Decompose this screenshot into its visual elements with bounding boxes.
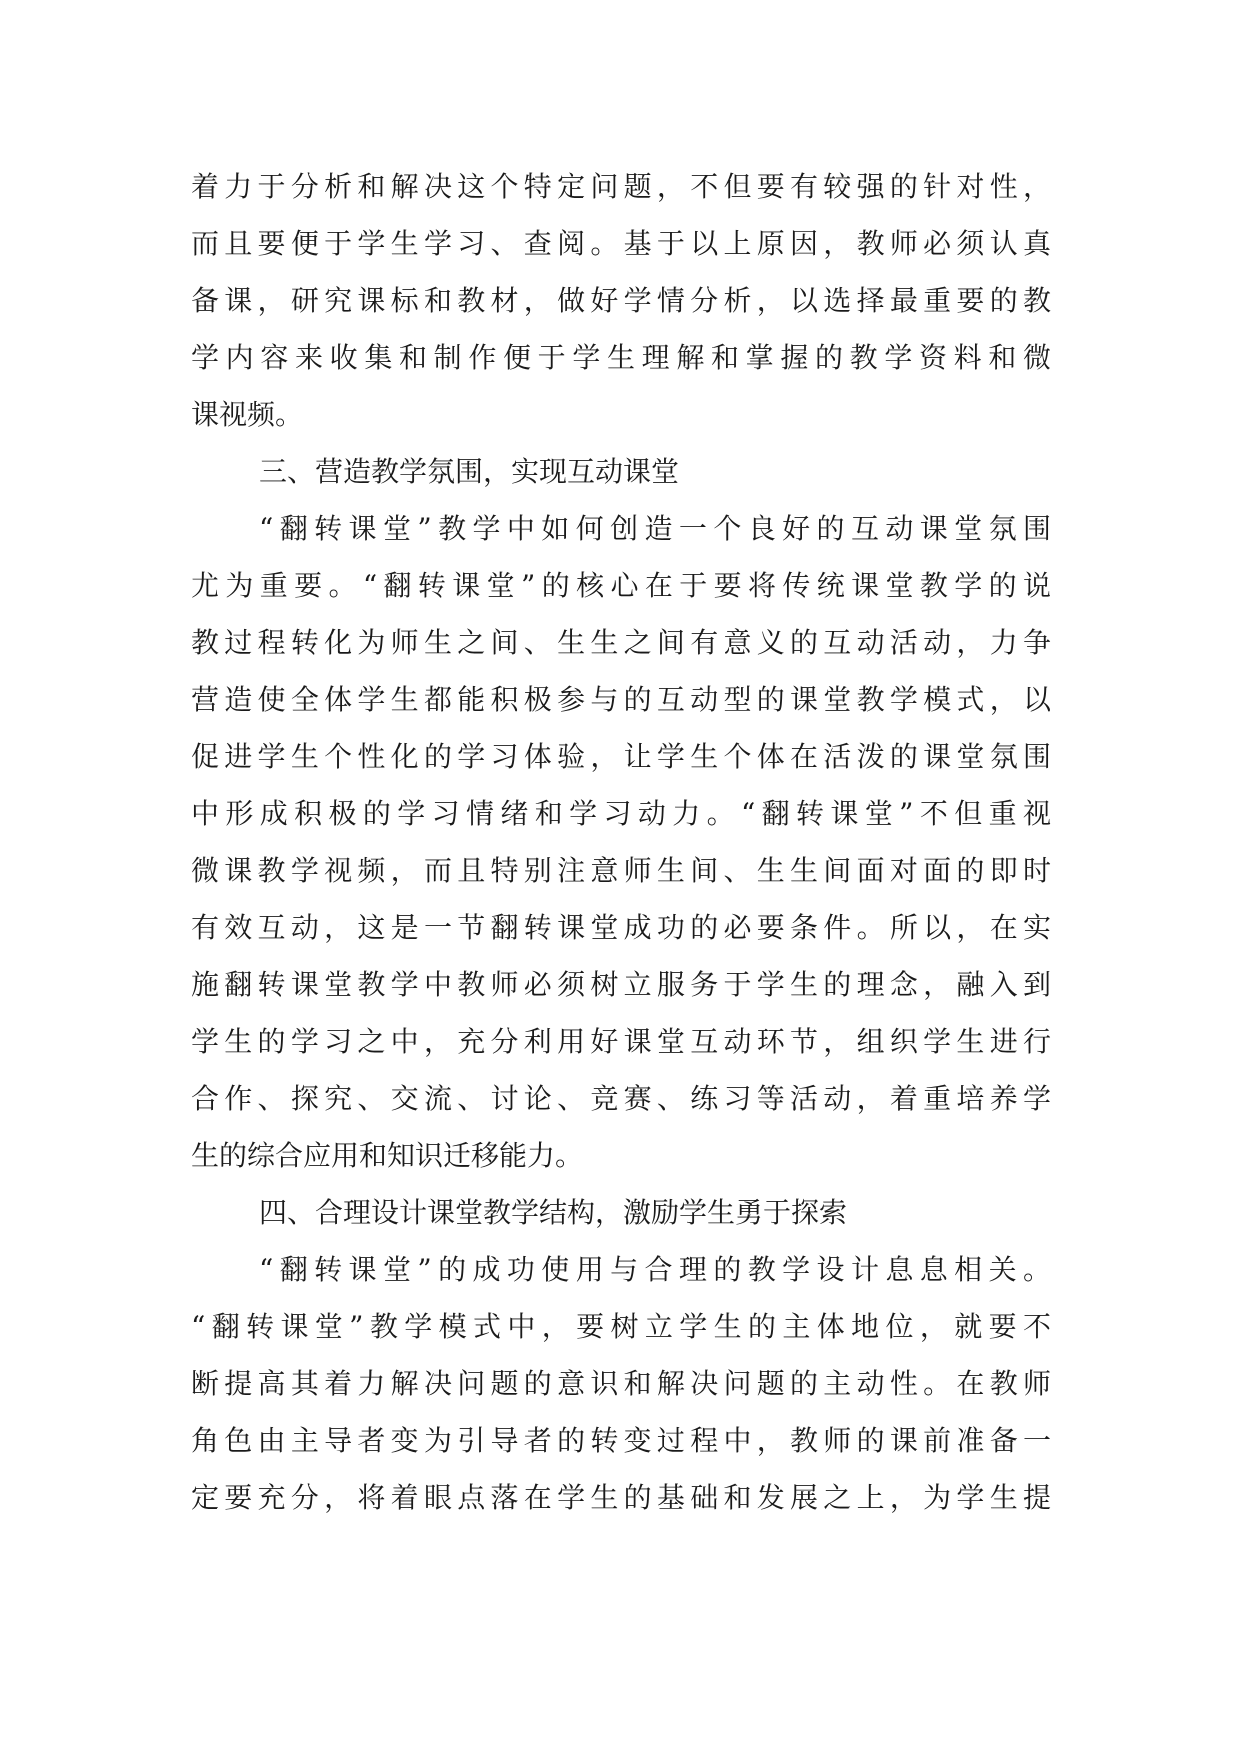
text-line: “翻转课堂”教学中如何创造一个良好的互动课堂氛围 — [259, 512, 1051, 545]
text-line: 有效互动，这是一节翻转课堂成功的必要条件。所以，在实 — [191, 911, 1051, 944]
text-line: 而且要便于学生学习、查阅。基于以上原因，教师必须认真 — [191, 227, 1051, 260]
text-line: 合作、探究、交流、讨论、竞赛、练习等活动，着重培养学 — [191, 1082, 1051, 1115]
text-line: 定要充分，将着眼点落在学生的基础和发展之上，为学生提 — [191, 1481, 1051, 1514]
text-line: 学生的学习之中，充分利用好课堂互动环节，组织学生进行 — [191, 1025, 1051, 1058]
text-line: 促进学生个性化的学习体验，让学生个体在活泼的课堂氛围 — [191, 740, 1051, 773]
text-line: 生的综合应用和知识迁移能力。 — [191, 1139, 584, 1172]
section-heading: 三、营造教学氛围，实现互动课堂 — [259, 455, 680, 488]
text-line: 尤为重要。“翻转课堂”的核心在于要将传统课堂教学的说 — [191, 569, 1051, 602]
text-line: 教过程转化为师生之间、生生之间有意义的互动活动，力争 — [191, 626, 1051, 659]
text-line: 施翻转课堂教学中教师必须树立服务于学生的理念，融入到 — [191, 968, 1051, 1001]
text-line: 学内容来收集和制作便于学生理解和掌握的教学资料和微 — [191, 341, 1051, 374]
text-line: 营造使全体学生都能积极参与的互动型的课堂教学模式，以 — [191, 683, 1051, 716]
text-line: “翻转课堂”的成功使用与合理的教学设计息息相关。 — [259, 1253, 1051, 1286]
text-line: 中形成积极的学习情绪和学习动力。“翻转课堂”不但重视 — [191, 797, 1051, 830]
text-line: 角色由主导者变为引导者的转变过程中，教师的课前准备一 — [191, 1424, 1051, 1457]
text-line: 着力于分析和解决这个特定问题，不但要有较强的针对性， — [191, 170, 1051, 203]
text-line: “翻转课堂”教学模式中，要树立学生的主体地位，就要不 — [191, 1310, 1051, 1343]
text-line: 备课，研究课标和教材，做好学情分析，以选择最重要的教 — [191, 284, 1051, 317]
text-line: 课视频。 — [191, 398, 304, 431]
text-line: 微课教学视频，而且特别注意师生间、生生间面对面的即时 — [191, 854, 1051, 887]
document-body — [191, 158, 1051, 1526]
section-heading: 四、合理设计课堂教学结构，激励学生勇于探索 — [259, 1196, 848, 1229]
text-line: 断提高其着力解决问题的意识和解决问题的主动性。在教师 — [191, 1367, 1051, 1400]
